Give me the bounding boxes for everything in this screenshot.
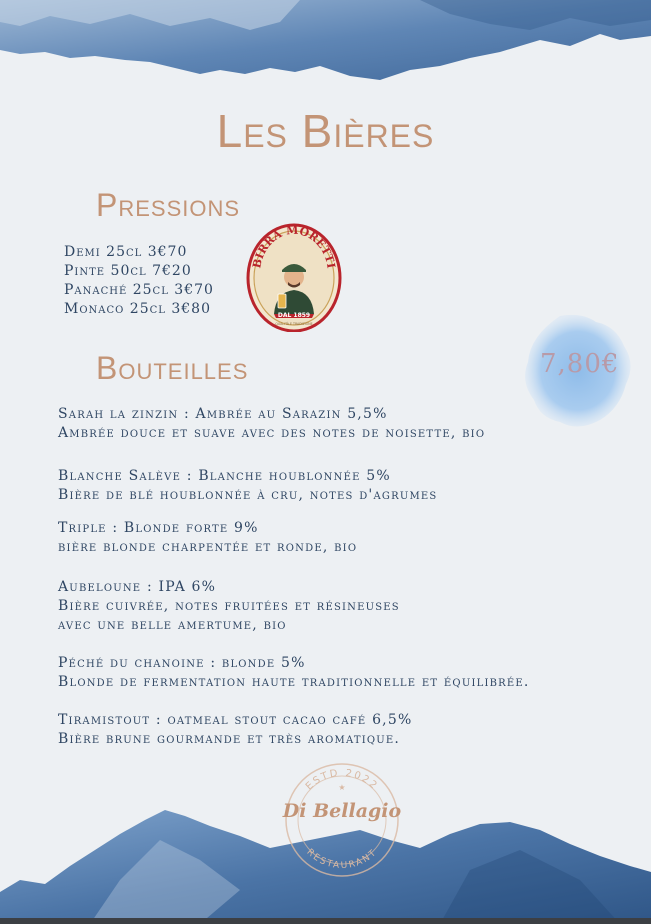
beer-description: Blonde de fermentation haute traditionnelle et équilibrée. xyxy=(58,674,530,690)
pressions-heading: Pressions xyxy=(96,187,241,223)
beer-name: Triple : Blonde forte 9% xyxy=(58,520,259,536)
draft-item: Panaché 25cl 3€70 xyxy=(64,282,214,298)
bouteilles-heading: Bouteilles xyxy=(96,350,249,386)
beer-description: Bière de blé houblonnée à cru, notes d'agrumes xyxy=(58,487,438,503)
draft-item: Pinte 50cl 7€20 xyxy=(64,263,192,279)
page-title: Les Bières xyxy=(216,105,435,157)
beer-description: Bière brune gourmande et très aromatique. xyxy=(58,731,401,747)
draft-beer-list xyxy=(64,243,214,319)
svg-text:RESTAURANT xyxy=(304,847,379,871)
star-icon: ★ xyxy=(338,783,346,792)
top-watercolor-decoration xyxy=(0,0,651,95)
stamp-bottom-text: RESTAURANT xyxy=(304,847,380,872)
stamp-top-text: ESTD 2022 xyxy=(303,767,381,793)
list-item xyxy=(58,467,437,505)
list-item xyxy=(58,711,412,749)
draft-item: Monaco 25cl 3€80 xyxy=(64,301,211,317)
beer-description: bière blonde charpentée et ronde, bio xyxy=(58,539,358,555)
beer-name: Sarah la zinzin : Ambrée au Sarazin 5,5% xyxy=(58,406,388,422)
beer-name: Aubeloune : IPA 6% xyxy=(58,579,217,595)
beer-description: Bière cuivrée, notes fruitées et résineuses xyxy=(58,598,400,614)
list-item xyxy=(58,519,357,557)
stamp-name: Di Bellagio xyxy=(282,800,402,822)
beer-name: Tiramistout : oatmeal stout cacao café 6,5% xyxy=(58,712,413,728)
beer-name: Blanche Salève : Blanche houblonnée 5% xyxy=(58,468,391,484)
birra-moretti-logo xyxy=(246,222,342,332)
beer-description: avec une belle amertume, bio xyxy=(58,617,287,633)
beer-name: Péché du chanoine : blonde 5% xyxy=(58,655,306,671)
list-item xyxy=(58,578,400,635)
logo-brand-text: BIRRA MORETTI xyxy=(250,223,338,270)
list-item xyxy=(58,654,530,692)
logo-badge-text: DAL 1859 xyxy=(277,312,311,319)
beer-description: Ambrée douce et suave avec des notes de noisette, bio xyxy=(58,425,486,441)
bottle-price: 7,80€ xyxy=(540,349,620,379)
logo-tagline-text: QUALITÀ E TRADIZIONE xyxy=(275,322,313,326)
draft-item: Demi 25cl 3€70 xyxy=(64,244,188,260)
list-item xyxy=(58,405,485,443)
